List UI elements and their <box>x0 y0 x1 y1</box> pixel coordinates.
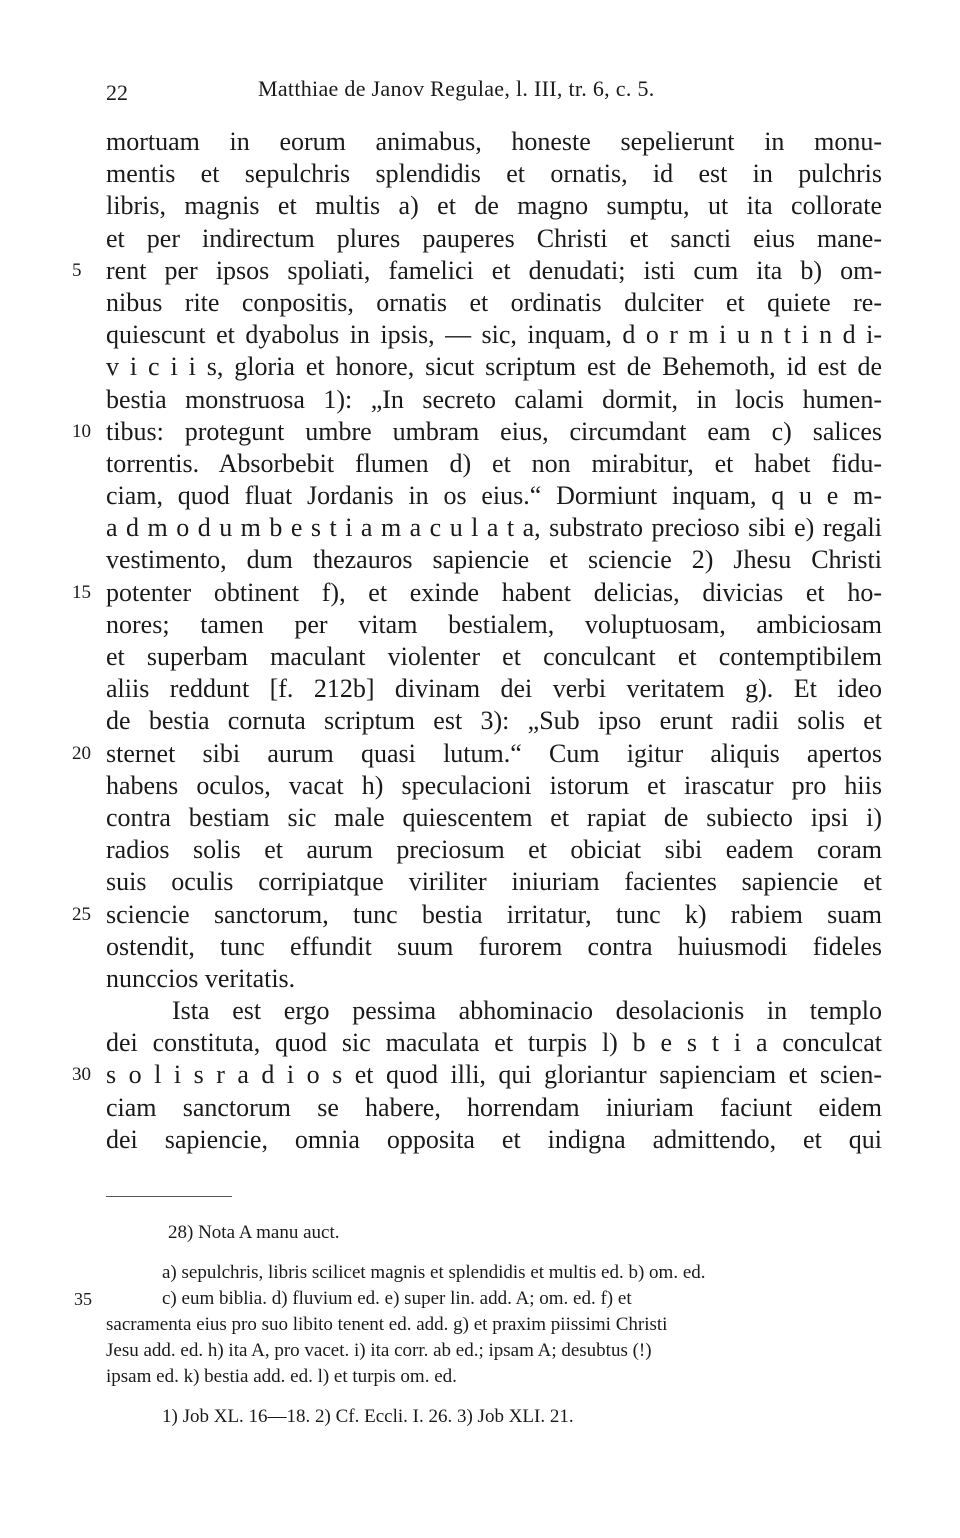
text-line: 10 tibus: protegunt umbre umbram eius, circumdant eam c) salices <box>106 416 882 448</box>
line-number: 30 <box>72 1064 91 1086</box>
footnote-line: sacramenta eius pro suo libito tenent ed. add. g) et praxim piissimi Christi <box>106 1314 668 1335</box>
text-line: dei sapiencie, omnia opposita et indigna admittendo, et qui <box>106 1124 882 1154</box>
text-line: aliis reddunt [f. 212b] divinam dei verbi veritatem g). Et ideo <box>106 674 882 704</box>
line-number: 15 <box>72 581 91 603</box>
text-line: 20 sternet sibi aurum quasi lutum.“ Cum igitur aliquis apertos <box>106 738 882 770</box>
page-header <box>106 74 886 110</box>
text-line: v i c i i s, gloria et honore, sicut scriptum est de Behemoth, id est de <box>106 352 882 382</box>
text-line: nores; tamen per vitam bestialem, voluptuosam, ambiciosam <box>106 609 882 639</box>
text-line: 25 sciencie sanctorum, tunc bestia irritatur, tunc k) rabiem suam <box>106 899 882 931</box>
text-line: dei constituta, quod sic maculata et turpis l) b e s t i a conculcat <box>106 1028 882 1058</box>
footnote-line: ipsam ed. k) bestia add. ed. l) et turpis om. ed. <box>106 1366 457 1387</box>
text-line: nibus rite conpositis, ornatis et ordinatis dulciter et quiete re- <box>106 287 882 317</box>
text-line: 30 s o l i s r a d i o s et quod illi, qui gloriantur sapienciam et scien- <box>106 1059 882 1091</box>
line-number: 25 <box>72 903 91 925</box>
text-line: radios solis et aurum preciosum et obiciat sibi eadem coram <box>106 835 882 865</box>
text-line: torrentis. Absorbebit flumen d) et non mirabitur, et habet fidu- <box>106 448 882 478</box>
text-line: mortuam in eorum animabus, honeste sepelierunt in monu- <box>106 127 882 156</box>
footnote-line: Jesu add. ed. h) ita A, pro vacet. i) ita corr. ab ed.; ipsam A; desubtus (!) <box>106 1340 652 1361</box>
footnote-divider <box>106 1196 232 1197</box>
text-line: libris, magnis et multis a) et de magno sumptu, ut ita collorate <box>106 191 882 221</box>
line-number: 35 <box>74 1289 92 1309</box>
text-line: a d m o d u m b e s t i a m a c u l a t a, substrato precioso sibi e) regali <box>106 513 882 543</box>
text-line: ostendit, tunc effundit suum furorem contra huiusmodi fideles <box>106 931 882 961</box>
text-line: quiescunt et dyabolus in ipsis, — sic, inquam, d o r m i u n t i n d i- <box>106 320 882 350</box>
text-line: contra bestiam sic male quiescentem et rapiat de subiecto ipsi i) <box>106 802 882 832</box>
footnotes <box>74 1220 888 1430</box>
line-number: 10 <box>72 420 91 442</box>
text-line: 15 potenter obtinent f), et exinde habent delicias, divicias et ho- <box>106 577 882 609</box>
text-line: mentis et sepulchris splendidis et ornatis, id est in pulchris <box>106 159 882 189</box>
running-head: Matthiae de Janov Regulae, l. III, tr. 6, c. 5. <box>258 76 655 101</box>
footnote-line: a) sepulchris, libris scilicet magnis et splendidis et multis ed. b) om. ed. <box>162 1262 706 1283</box>
footnote-line: 35 c) eum biblia. d) fluvium ed. e) super lin. add. A; om. ed. f) et <box>106 1286 888 1312</box>
text-line: nunccios veritatis. <box>106 963 296 993</box>
text-line: de bestia cornuta scriptum est 3): „Sub ipso erunt radii solis et <box>106 706 882 736</box>
line-number: 5 <box>72 259 82 281</box>
line-number: 20 <box>72 742 91 764</box>
paragraph-start-line: Ista est ergo pessima abhominacio desolacionis in templo <box>172 996 882 1026</box>
text-line: suis oculis corripiatque viriliter iniuriam facientes sapiencie et <box>106 867 882 897</box>
source-references: 1) Job XL. 16—18. 2) Cf. Eccli. I. 26. 3) Job XLI. 21. <box>162 1406 574 1427</box>
text-line: habens oculos, vacat h) speculacioni istorum et irascatur pro hiis <box>106 770 882 800</box>
text-line: ciam, quod fluat Jordanis in os eius.“ Dormiunt inquam, q u e m- <box>106 481 882 511</box>
text-line: 5 rent per ipsos spoliati, famelici et denudati; isti cum ita b) om- <box>106 255 882 287</box>
page-number: 22 <box>106 80 128 105</box>
main-text <box>72 126 882 1156</box>
text-line: bestia monstruosa 1): „In secreto calami dormit, in locis humen- <box>106 384 882 414</box>
text-line: ciam sanctorum se habere, horrendam iniuriam faciunt eidem <box>106 1092 882 1122</box>
text-line: vestimento, dum thezauros sapiencie et sciencie 2) Jhesu Christi <box>106 545 882 575</box>
footnote-line: 28) Nota A manu auct. <box>168 1222 340 1243</box>
text-line: et per indirectum plures pauperes Christi et sancti eius mane- <box>106 223 882 253</box>
text-line: et superbam maculant violenter et conculcant et contemptibilem <box>106 642 882 671</box>
